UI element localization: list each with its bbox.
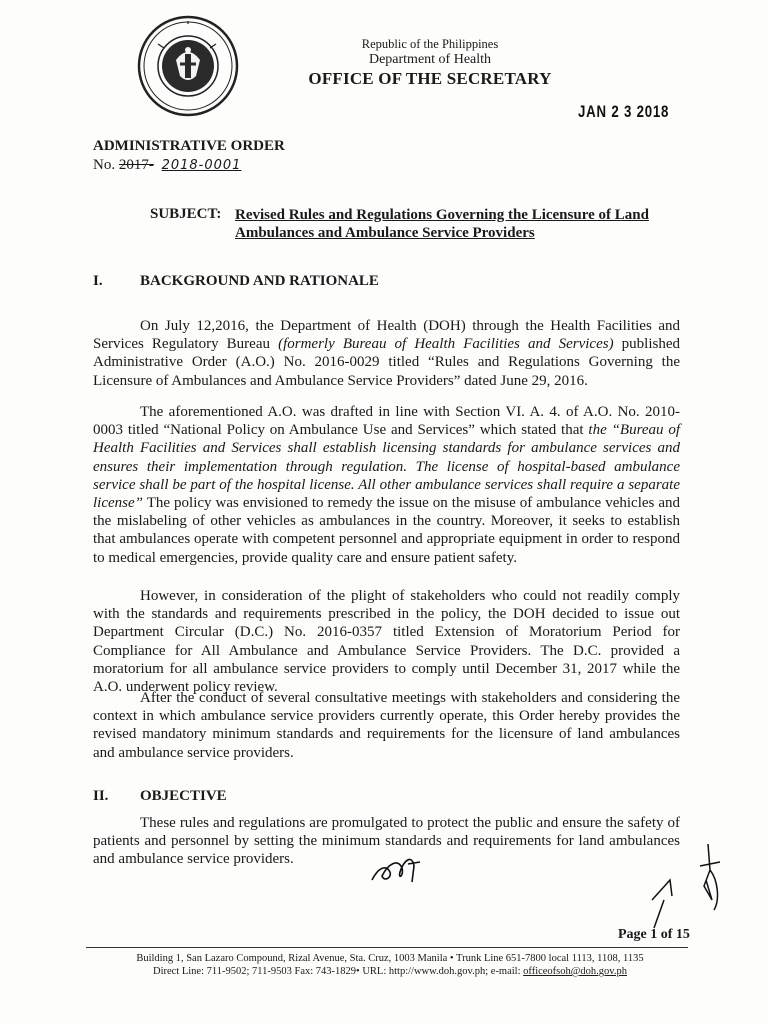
date-stamp: JAN 2 3 2018 [578,102,670,121]
office-title: OFFICE OF THE SECRETARY [308,69,552,88]
marginal-signature [648,840,728,930]
footer-email-link[interactable]: officeofsoh@doh.gov.ph [523,966,628,977]
para-1-rest: published Administrative Order (A.O.) No. 2016-0029 titled “Rules and Regulations Governing the Licensure of Ambulances and Ambulance Service Providers” dated June 29, 2016. [93,336,681,389]
para-1-italic: (formerly Bureau of Health Facilities and Services) [278,336,614,353]
section-1-paragraph-3: However, in consideration of the plight of stakeholders who could not readily comply with the standards and requirements prescribed in the policy, the DOH decided to issue out Department Circular (D.C.) No. 2016-0357 titled Extension of Moratorium Period for Compliance for All Ambulance and Ambulance Service Providers. The D.C. provided a moratorium for all ambulance service providers to comply until December 31, 2017 while the A.O. underwent policy review. [93,588,680,696]
section-2-paragraph-1: These rules and regulations are promulgated to protect the public and ensure the safety of patients and personnel by setting the minimum standards and requirements for land ambulances and ambulance service providers. [93,815,680,868]
section-2-title: OBJECTIVE [140,788,227,804]
para-1-text: On July 12,2016, the Department of Health (DOH) through the Health Facilities and Services Regulatory Bureau [93,318,680,353]
seal-graphic [136,14,240,118]
section-1-number: I. [93,273,103,289]
department-line: Department of Health [368,52,492,67]
order-title: ADMINISTRATIVE ORDER [93,138,285,154]
para-2-italic: the “Bureau of Health Facilities and Services shall establish licensing standards for ambulance services and ensures their implementation through regulation. The license of hospital-based ambulance service shall be part of the hospital license. All other ambulance services shall require a separate license” [93,422,681,512]
doh-seal [136,14,240,118]
subject-text: Revised Rules and Regulations Governing the Licensure of Land Ambulances and Ambulance Service Providers [235,207,649,241]
section-2-number: II. [93,788,109,804]
section-1-paragraph-2 [93,403,680,567]
footer [70,952,710,978]
footer-divider [86,947,688,948]
initials-signature [368,850,428,890]
footer-contact [70,965,710,978]
page-number: Page 1 of 15 [618,927,690,942]
order-no-label: No. [93,157,116,173]
footer-address: Building 1, San Lazaro Compound, Rizal Avenue, Sta. Cruz, 1003 Manila • Trunk Line 651-7800 local 1113, 1108, 1135 [136,953,644,964]
republic-line: Republic of the Philippines [361,37,499,51]
section-1-paragraph-4: After the conduct of several consultative meetings with stakeholders and considering the context in which ambulance service providers currently operate, this Order hereby provides the revised mandatory minimum standards and requirements for the licensure of land ambulances and ambulance service providers. [93,690,680,761]
order-number [93,157,241,174]
order-no-struck: 2017- [118,157,154,173]
footer-contact-text: Direct Line: 711-9502; 711-9503 Fax: 743-1829• URL: http://www.doh.gov.ph; e-mail: [152,966,521,977]
subject-label: SUBJECT: [150,206,222,222]
section-1-title: BACKGROUND AND RATIONALE [140,273,379,289]
section-1-paragraph-1 [93,317,680,390]
order-no-handwritten: 2018-0001 [161,158,242,173]
para-2-rest: The policy was envisioned to remedy the issue on the misuse of ambulance vehicles and the mislabeling of other vehicles as ambulances in the country. Moreover, it seeks to establish that ambulances operate with competent personnel and appropriate equipment in order to respond to medical emergencies, provide quality care and ensure patient safety. [93,495,681,566]
para-2-text: The aforementioned A.O. was drafted in line with Section VI. A. 4. of A.O. No. 2010-0003 titled “National Policy on Ambulance Use and Services” which stated that [93,404,680,439]
